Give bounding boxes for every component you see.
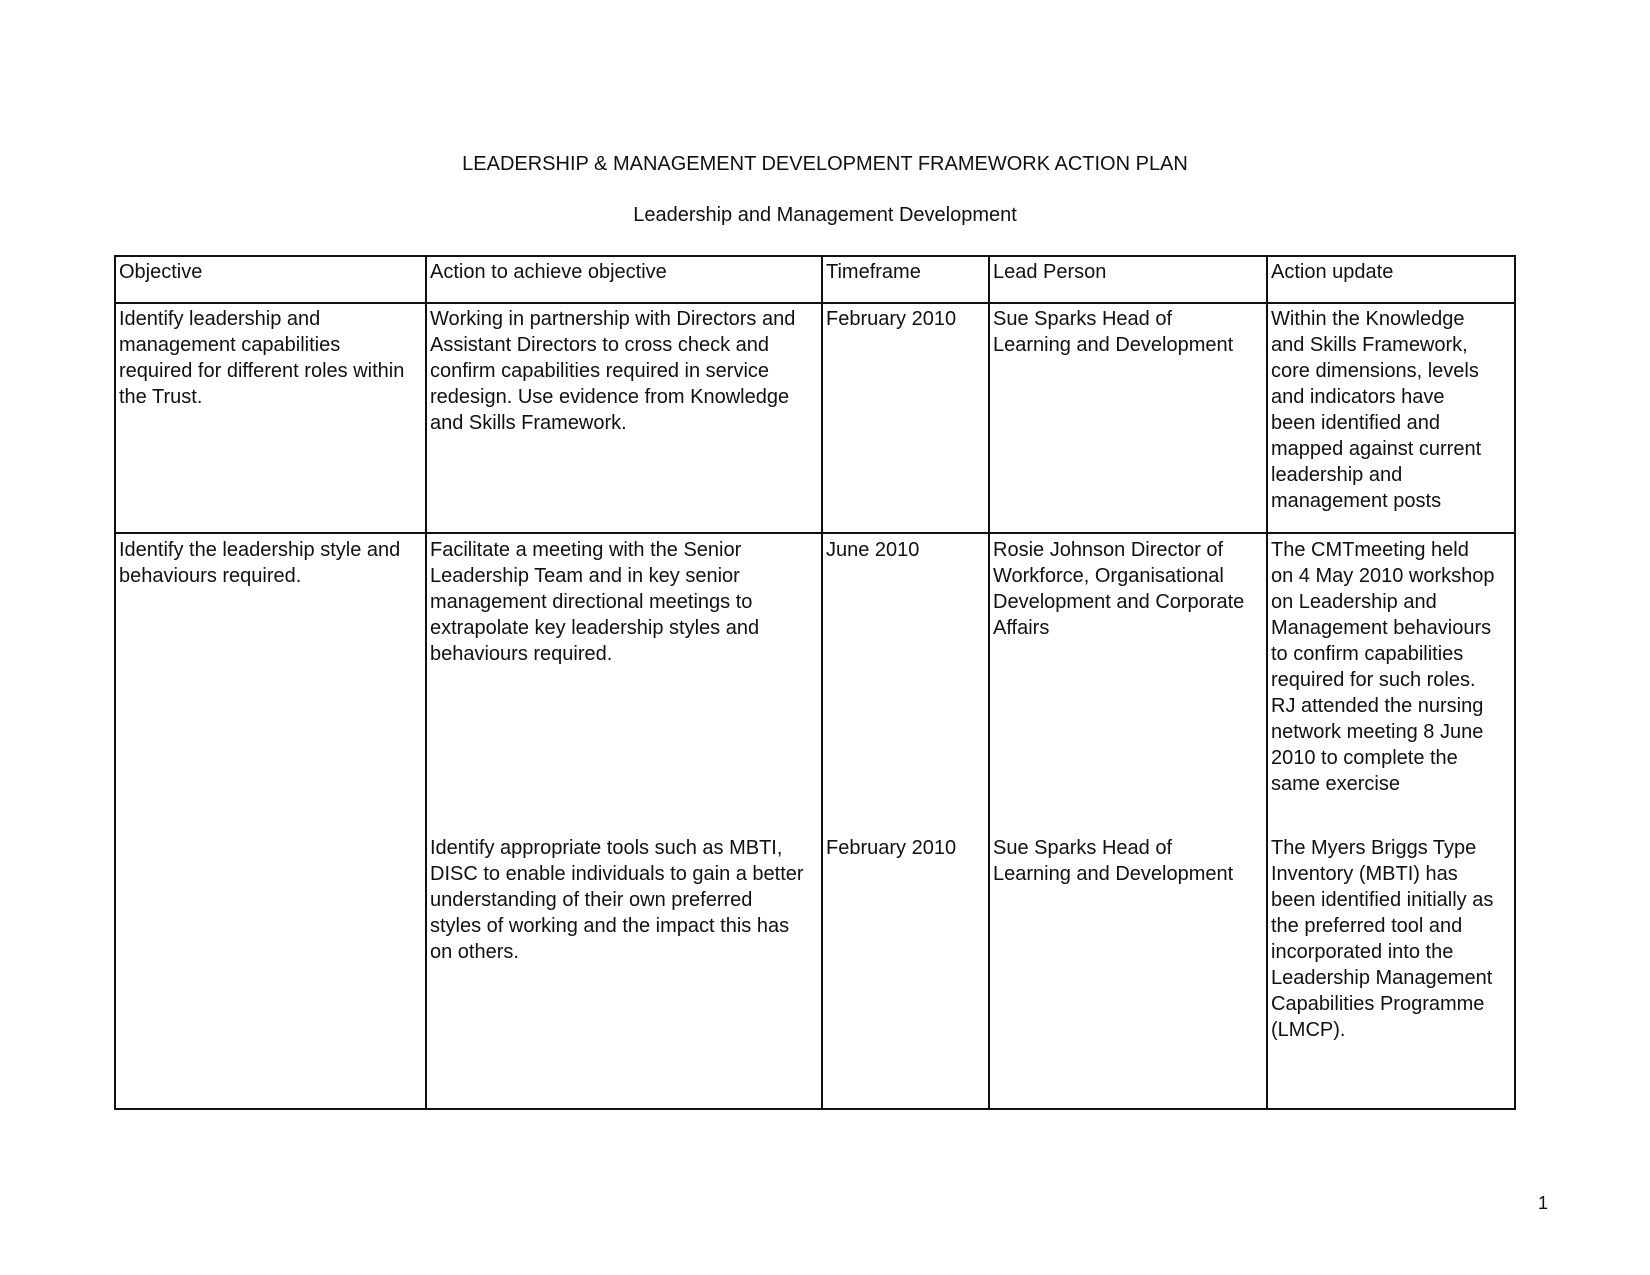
header-lead-person: Lead Person xyxy=(993,261,1107,283)
row2-action-update: The CMTmeeting held on 4 May 2010 workshop on Leadership and Management behaviours to confirm capabilities required for such roles. RJ attended the nursing network meeting 8 June 2010 to complete the same exercise xyxy=(1271,539,1495,795)
row1-objective: Identify leadership and management capabilities required for different roles within the Trust. xyxy=(119,308,405,408)
row3-lead-person: Sue Sparks Head of Learning and Development xyxy=(993,837,1234,885)
header-objective: Objective xyxy=(119,261,203,283)
row1-action: Working in partnership with Directors and Assistant Directors to cross check and confirm capabilities required in service redesign. Use evidence from Knowledge and Skills Framework. xyxy=(430,308,796,434)
column-divider xyxy=(821,257,823,1108)
row1-lead-person: Sue Sparks Head of Learning and Development xyxy=(993,308,1234,356)
action-plan-table xyxy=(114,255,1516,1110)
header-action: Action to achieve objective xyxy=(430,261,667,283)
page-number: 1 xyxy=(1538,1193,1549,1213)
row2-lead-person: Rosie Johnson Director of Workforce, Organisational Development and Corporate Affairs xyxy=(993,539,1245,639)
header-action-update: Action update xyxy=(1271,261,1394,283)
page-title: LEADERSHIP & MANAGEMENT DEVELOPMENT FRAMEWORK ACTION PLAN xyxy=(462,153,1188,175)
column-divider xyxy=(425,257,427,1108)
row3-timeframe: February 2010 xyxy=(826,837,957,859)
row2-action: Facilitate a meeting with the Senior Leadership Team and in key senior management directional meetings to extrapolate key leadership styles and behaviours required. xyxy=(430,539,760,665)
column-divider xyxy=(988,257,990,1108)
row-divider xyxy=(116,532,1514,534)
row3-action-update: The Myers Briggs Type Inventory (MBTI) has been identified initially as the preferred tool and incorporated into the Leadership Management Capabilities Programme (LMCP). xyxy=(1271,837,1494,1041)
row-divider xyxy=(116,302,1514,304)
row3-action: Identify appropriate tools such as MBTI, DISC to enable individuals to gain a better understanding of their own preferred styles of working and the impact this has on others. xyxy=(430,837,804,963)
row2-timeframe: June 2010 xyxy=(826,539,920,561)
row2-objective: Identify the leadership style and behaviours required. xyxy=(119,539,401,587)
row1-timeframe: February 2010 xyxy=(826,308,957,330)
row1-action-update: Within the Knowledge and Skills Framework, core dimensions, levels and indicators have been identified and mapped against current leadership and management posts xyxy=(1271,308,1482,512)
column-divider xyxy=(1266,257,1268,1108)
header-timeframe: Timeframe xyxy=(826,261,921,283)
page-subtitle: Leadership and Management Development xyxy=(633,204,1017,226)
